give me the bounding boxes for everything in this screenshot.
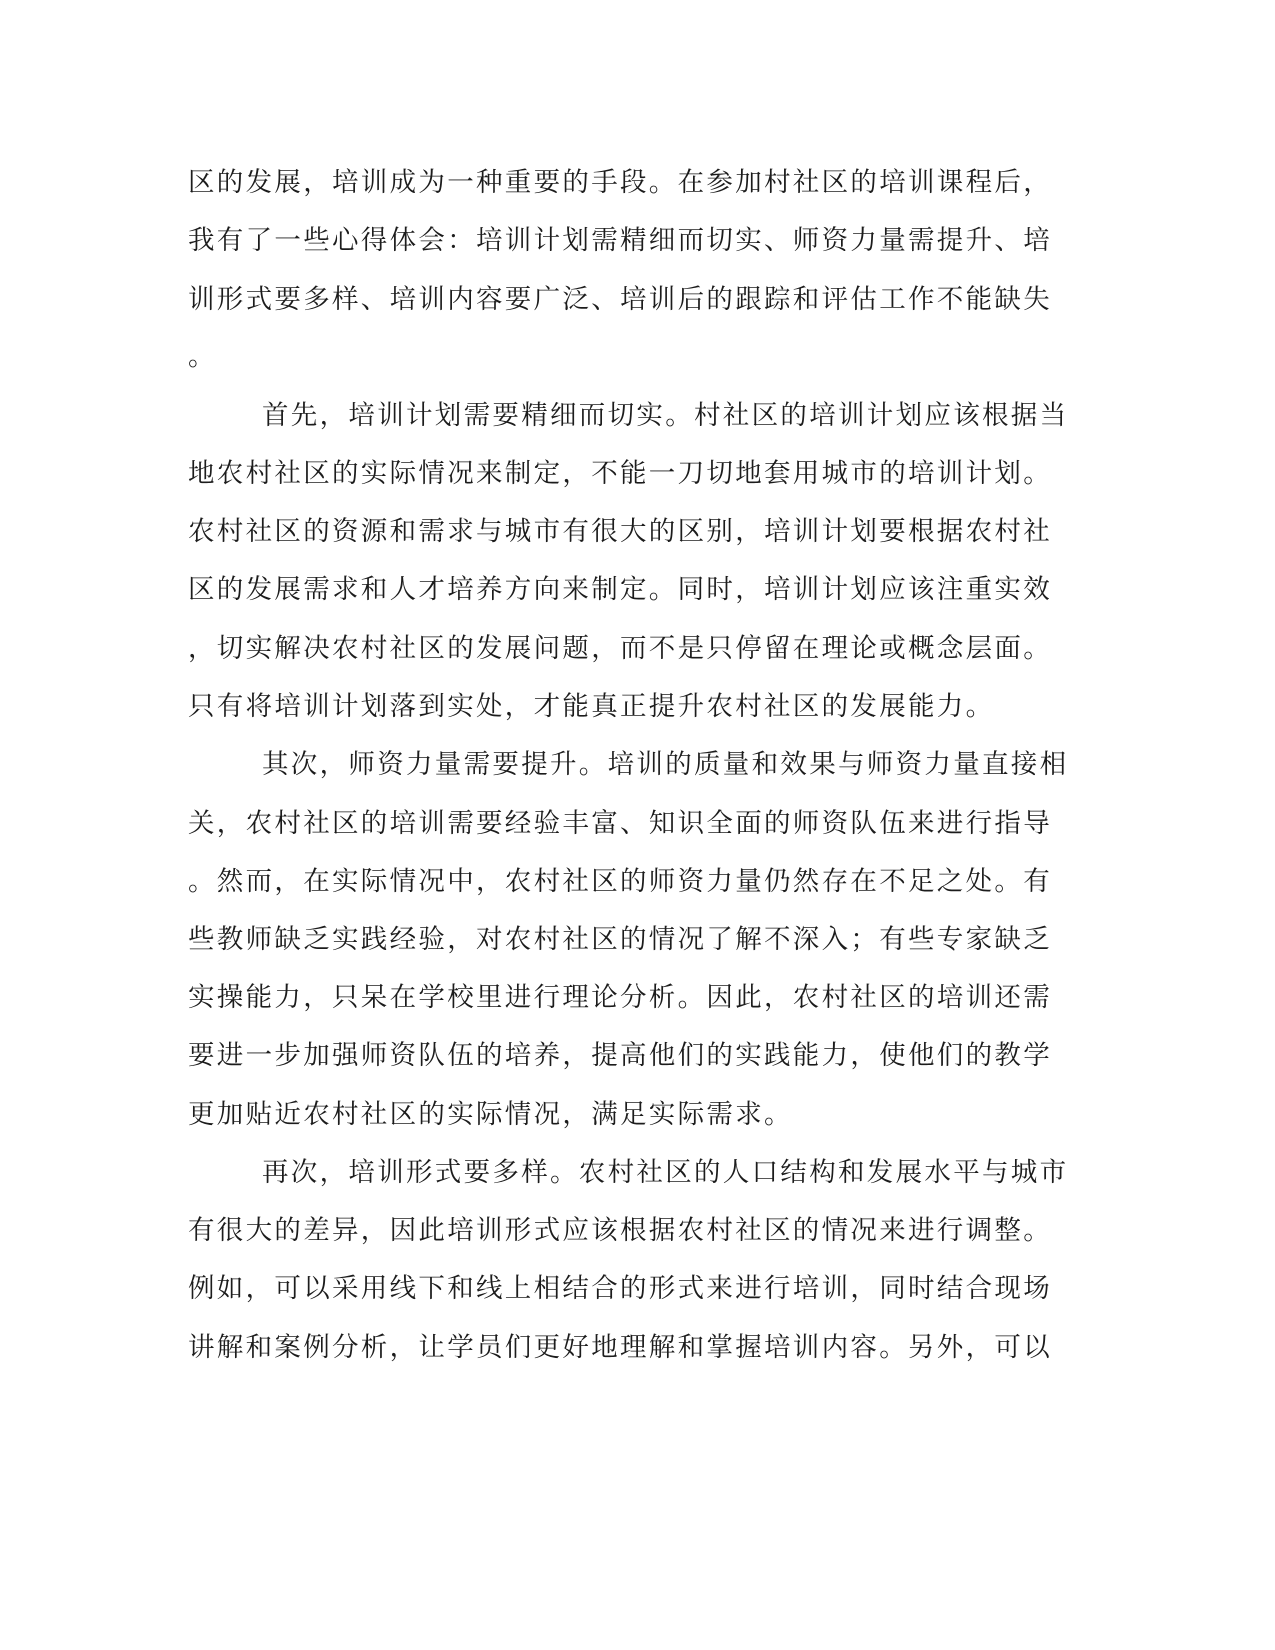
text-line: 农村社区的资源和需求与城市有很大的区别，培训计划要根据农村社 [188, 516, 1052, 547]
text-line: 更加贴近农村社区的实际情况，满足实际需求。 [188, 1099, 793, 1130]
text-line: 例如，可以采用线下和线上相结合的形式来进行培训，同时结合现场 [188, 1273, 1052, 1304]
text-line: ，切实解决农村社区的发展问题，而不是只停留在理论或概念层面。 [188, 633, 1052, 664]
text-line: 要进一步加强师资队伍的培养，提高他们的实践能力，使他们的教学 [188, 1040, 1052, 1071]
paragraph-first-line: 其次，师资力量需要提升。培训的质量和效果与师资力量直接相 [262, 749, 1069, 780]
text-line: 实操能力，只呆在学校里进行理论分析。因此，农村社区的培训还需 [188, 982, 1052, 1013]
paragraph-first-line: 再次，培训形式要多样。农村社区的人口结构和发展水平与城市 [262, 1157, 1069, 1188]
text-line: 。然而，在实际情况中，农村社区的师资力量仍然存在不足之处。有 [188, 866, 1052, 897]
text-line: 讲解和案例分析，让学员们更好地理解和掌握培训内容。另外，可以 [188, 1332, 1052, 1363]
text-line: 关，农村社区的培训需要经验丰富、知识全面的师资队伍来进行指导 [188, 808, 1052, 839]
text-line: 区的发展，培训成为一种重要的手段。在参加村社区的培训课程后， [188, 167, 1052, 198]
paragraph-first-line: 首先，培训计划需要精细而切实。村社区的培训计划应该根据当 [262, 400, 1069, 431]
text-line: 些教师缺乏实践经验，对农村社区的情况了解不深入；有些专家缺乏 [188, 924, 1052, 955]
text-line: 区的发展需求和人才培养方向来制定。同时，培训计划应该注重实效 [188, 574, 1052, 605]
text-line: 。 [188, 341, 217, 372]
text-line: 有很大的差异，因此培训形式应该根据农村社区的情况来进行调整。 [188, 1215, 1052, 1246]
text-line: 地农村社区的实际情况来制定，不能一刀切地套用城市的培训计划。 [188, 458, 1052, 489]
text-line: 训形式要多样、培训内容要广泛、培训后的跟踪和评估工作不能缺失 [188, 284, 1052, 315]
text-line: 只有将培训计划落到实处，才能真正提升农村社区的发展能力。 [188, 691, 995, 722]
text-line: 我有了一些心得体会：培训计划需精细而切实、师资力量需提升、培 [188, 225, 1052, 256]
